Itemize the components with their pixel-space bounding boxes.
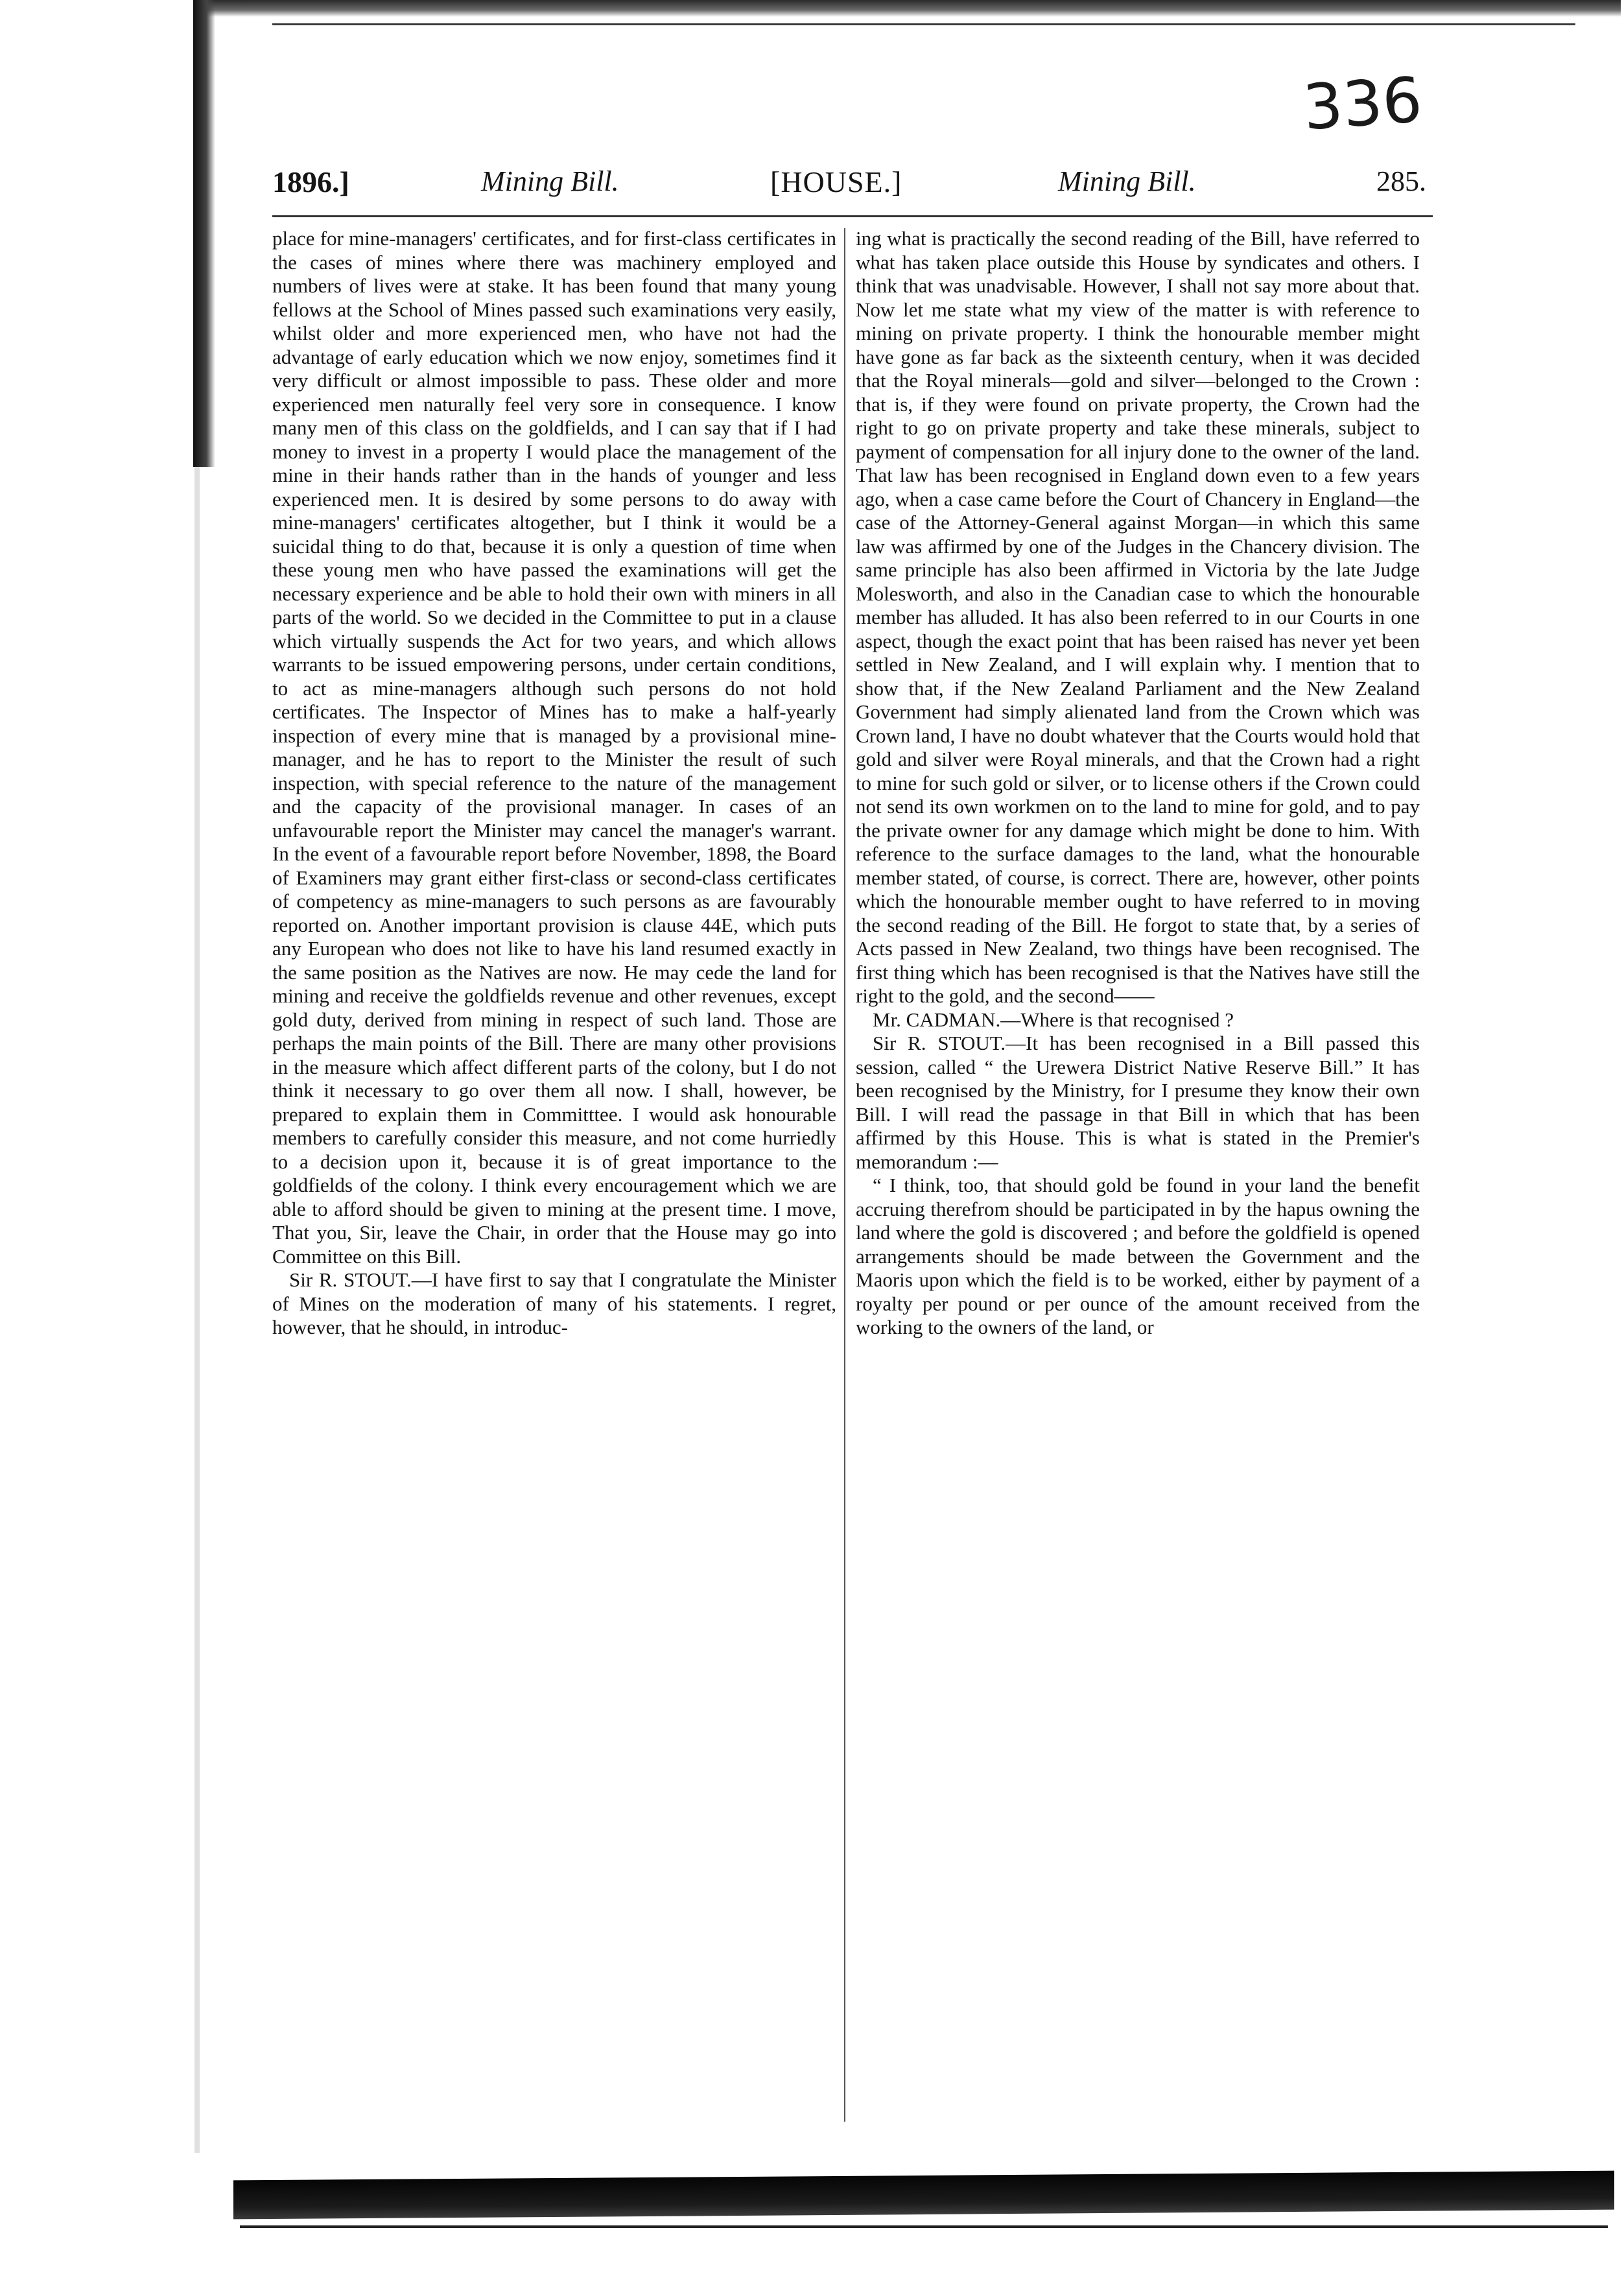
scan-shadow-left — [194, 467, 200, 2153]
header-page-number: 285. — [1376, 165, 1426, 197]
scan-rule-bottom — [240, 2225, 1608, 2228]
right-column — [856, 227, 1420, 2163]
left-column — [272, 227, 836, 2163]
header-left-title: Mining Bill. — [481, 165, 619, 197]
header-center-title: [HOUSE.] — [770, 165, 902, 198]
header-year: 1896.] — [272, 165, 349, 198]
paragraph: ing what is practically the second reading of the Bill, have referred to what has taken place outside this House by syndicates and others. I think that was unadvisable. However, I shall not say more about that. Now let me state what my view of the matter is with reference to mining on private property. I think the honourable member might have gone as far back as the sixteenth century, when it was decided that the Royal minerals—gold and silver—belonged to the Crown : that is, if they were found on private property, the Crown had the right to go on private property and take these minerals, subject to payment of compensation for all injury done to the owner of the land. That law has been recognised in England down even to a few years ago, when a case came before the Court of Chancery in England—the case of the Attorney-General against Morgan—in which this same law was affirmed by one of the Judges in the Chancery division. The same principle has also been affirmed in Victoria by the late Judge Molesworth, and also in the Canadian case to which the honourable member has alluded. It has also been referred to in our Courts in one aspect, though the exact point that has been raised has never yet been settled in New Zealand, and I will explain why. I mention that to show that, if the New Zealand Parliament and the New Zealand Government had simply alienated land from the Crown which was Crown land, I have no doubt whatever that the Courts would hold that gold and silver were Royal minerals, and that the Crown had a right to mine for such gold or silver, or to license others if the Crown could not send its own workmen on to the land to mine for gold, and to pay the private owner for any damage which might be done to him. With reference to the surface damages to the land, what the honourable member stated, of course, is correct. There are, however, other points which the honourable member ought to have referred to in moving the second reading of the Bill. He forgot to state that, by a series of Acts passed in New Zealand, two things have been recognised. The first thing which has been recognised is that the Natives have still the right to the gold, and the second—— — [856, 227, 1420, 1007]
paragraph: Sir R. STOUT.—It has been recognised in a Bill passed this session, called “ the Urewera District Native Reserve Bill.” It has been recognised by the Ministry, for I presume they know their own Bill. I will read the passage in that Bill in which that has been affirmed by this House. This is what is stated in the Premier's memorandum :— — [856, 1032, 1420, 1173]
header-rule — [272, 215, 1433, 217]
running-header — [272, 156, 1426, 207]
quoted-paragraph: “ I think, too, that should gold be found in your land the benefit accruing therefrom should be participated in by the hapus owning the land where the gold is discovered ; and before the goldfield is opened arrangements should be made between the Government and the Maoris upon which the field is to be worked, either by payment of a royalty per pound or per ounce of the amount received from the working to the owners of the land, or — [856, 1174, 1420, 1338]
header-right-title: Mining Bill. — [1058, 165, 1196, 197]
scan-edge-left — [193, 0, 215, 467]
scan-edge-top — [194, 0, 1621, 17]
column-divider — [844, 228, 845, 2122]
paragraph: place for mine-managers' certificates, and for first-class certificates in the cases of mines where there was machinery employed and numbers of lives were at stake. It has been found that many young fellows at the School of Mines passed such examinations very easily, whilst older and more experienced men, who have not had the advantage of early education which we now enjoy, sometimes find it very difficult or almost impossible to pass. These older and more experienced men naturally feel very sore in consequence. I know many men of this class on the goldfields, and I can say that if I had money to invest in a property I would place the management of the mine in their hands rather than in the hands of younger and less experienced men. It is desired by some persons to do away with mine-managers' certificates altogether, but I think it would be a suicidal thing to do that, because it is only a question of time when these young men who have passed the examinations will get the necessary experience and be able to hold their own with miners in all parts of the world. So we decided in the Committee to put in a clause which virtually suspends the Act for two years, and which allows warrants to be issued empowering persons, under certain conditions, to act as mine-managers although such persons do not hold certificates. The Inspector of Mines has to make a half-yearly inspection of every mine that is managed by a provisional mine-manager, and he has to report to the Minister the result of such inspection, with special reference to the nature of the management and the capacity of the provisional manager. In cases of an unfavourable report the Minister may cancel the manager's warrant. In the event of a favourable report before November, 1898, the Board of Examiners may grant either first-class or second-class certificates of competency as mine-managers to such persons as are favourably reported on. Another important provision is clause 44E, which puts any European who does not like to have his land resumed exactly in the same position as the Natives are now. He may cede the land for mining and receive the goldfields revenue and other revenues, except gold duty, derived from mining in respect of such land. Those are perhaps the main points of the Bill. There are many other provisions in the measure which affect different parts of the colony, but I do not think it necessary to go over them all now. I shall, however, be prepared to explain them in Committtee. I would ask honourable members to carefully consider this measure, and not come hurriedly to a decision upon it, because it is of great importance to the goldfields of the colony. I think every encouragement which we are able to afford should be given to mining at the present time. I move, That you, Sir, leave the Chair, in order that the House may go into Committee on this Bill. — [272, 227, 836, 1268]
paragraph: Mr. CADMAN.—Where is that recognised ? — [873, 1008, 1234, 1031]
paragraph: Sir R. STOUT.—I have first to say that I congratulate the Minister of Mines on the moderation of many of his statements. I regret, however, that he should, in introduc- — [272, 1268, 836, 1338]
handwritten-folio-number: 336 — [1300, 63, 1425, 145]
scan-edge-bottom — [233, 2171, 1614, 2220]
scan-rule-top — [272, 23, 1575, 25]
